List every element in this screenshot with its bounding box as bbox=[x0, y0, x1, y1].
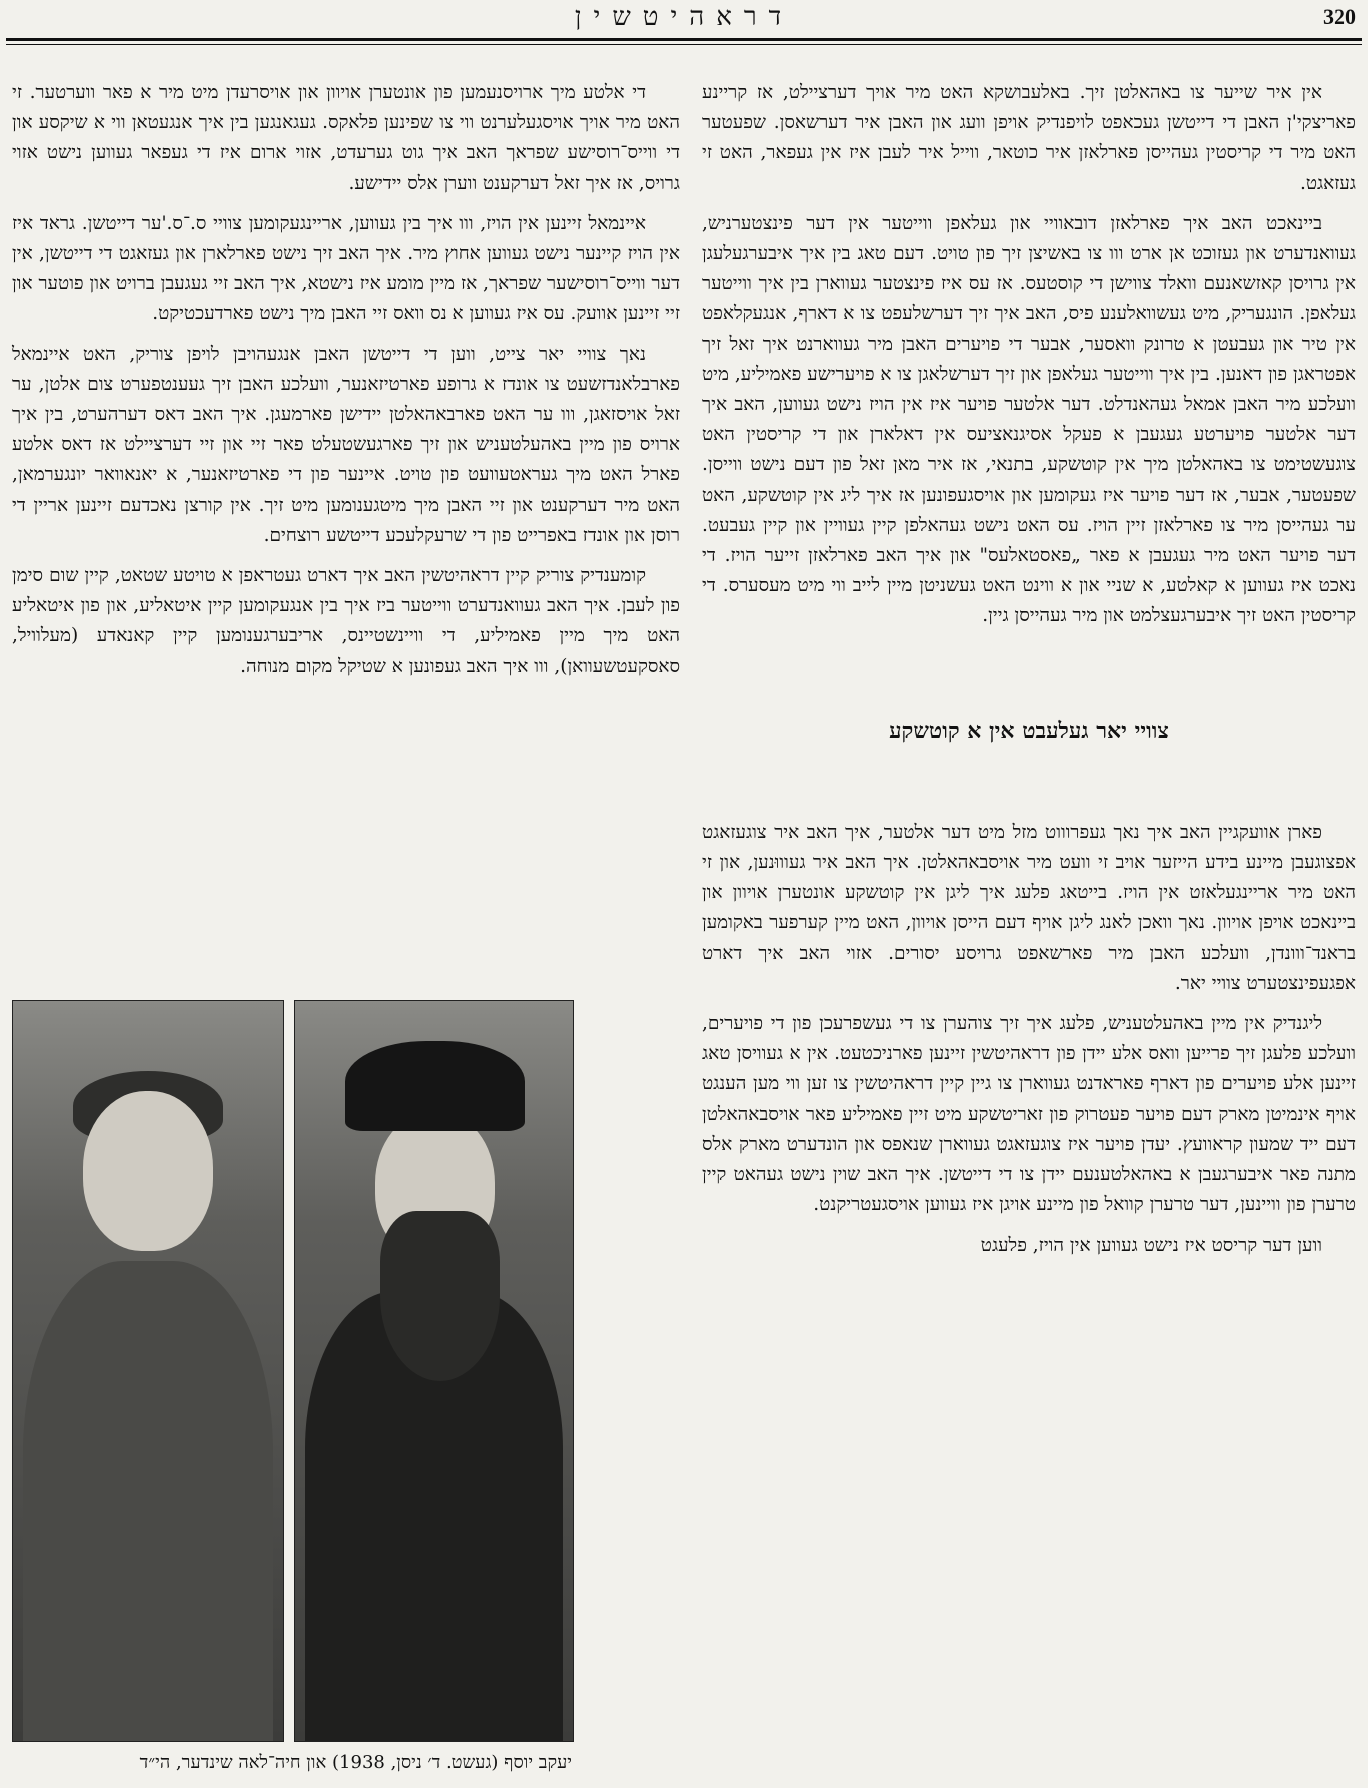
photo-figure-cap bbox=[345, 1041, 525, 1131]
header-rule-thick bbox=[6, 38, 1362, 41]
photo-woman bbox=[12, 1000, 284, 1742]
photo-figure-body bbox=[23, 1261, 273, 1741]
photo-figure-beard bbox=[380, 1211, 500, 1381]
header-rule-thin bbox=[6, 44, 1362, 45]
paragraph: ביינאכט האב איך פארלאזן דובאוויי און געלאפן ווייטער אין דער פינצטערניש, געוואנדערט און געזוכט אן ארט ווו צו באשיצן זיך פון טויט. דעם טאג בין איך איבערגעלעגן אין גרויסן קאזשאנעם וואלד צווישן די קוסטעס. אז עס איז פינצטער געווארן בין איך ווייטער געלאפן. הונגעריק, מיט געשוואלענע פיס, האב איך זיך דערשלעפט צו א דארף, אנגעקלאפט אין טיר און געבעטן א טרונק וואסער, אבער די פויערים האבן מיר געווארנט איך זאל זיך אפטראגן פון דאנען. בין איך ווייטער געלאפן און זיך דערשלאגן צו א פויערישע פאמיליע, מיט וועלכע מיר האבן אמאל געהאנדלט. דער אלטער פויער איז אין הויז נישט געווען, האב איך דער אלטער פויערטע געגעבן א פעקל אסיגנאציעס אין דאלארן און די קריסטין האט צוגעשטימט צו באהאלטן מיך אין קוטשקע, בתנאי, אז איר מאן זאל פון דעם נישט ווייסן. שפעטער, אבער, אז דער פויער איז געקומען און אויסגעפונען אז איך ליג אין קוטשקע, האט ער געהייסן מיר צו פארלאזן זיין הויז. עס האט נישט געהאלפן קיין געוויין און קיין געבעט. דער פויער האט מיר געגעבן א פאר „פאסטאלעס" און איך האב פארלאזן זייער הויז. די נאכט איז געווען א קאלטע, א שניי און א ווינט האט געשניטן מיין לייב ווי מיט מעסערס. די קריסטין האט זיך איבערגעצלמט און מיר געהייסן גיין. bbox=[702, 212, 1356, 627]
paragraph: ווען דער קריסט איז נישט געווען אין הויז, פלעגט bbox=[980, 1234, 1322, 1256]
photo-caption: יעקב יוסף (געשט. ד׳ ניסן, 1938) און חיה־לאה שינדער, הי״ד bbox=[139, 1752, 572, 1773]
right-column bbox=[702, 78, 1356, 1271]
photo-figure-face bbox=[83, 1091, 213, 1251]
paragraph: פארן אוועקגיין האב איך נאך געפרוווט מזל מיט דער אלטער, איך האב איר צוגעזאגט אפצוגעבן מיינע בידע הייזער אויב זי וועט מיר אויסבאהאלטן. איך האב איר געוווּנען, און זי האט מיר אריינגעלאזט אין הויז. בייטאג פלעג איך ליגן אין קוטשקע אונטערן אויוון און ביינאכט אויפן אויוון. נאך וואכן לאנג ליגן אויף דעם הייסן אויוון, האט מיין קערפער באקומען בראנד־ווונדן, וועלכע האבן מיר פארשאפט גרויסע יסורים. אזוי האב איך דארט אפגעפינצטערט צוויי יאר. bbox=[702, 821, 1356, 994]
paragraph: נאך צוויי יאר צייט, ווען די דייטשן האבן אנגעהויבן לויפן צוריק, האט איינמאל פארבלאנדזשעט צו אונדז א גרופע פארטיזאנער, וועלכע האבן זיך געענטפערט צום אלטן, ער זאל אויסזאגן, ווו ער האט פארבאהאלטן יידישן פארמעגן. איך האב דאס דערהערט, בין איך ארויס פון מיין באהעלטעניש און זיך פארגעשטעלט פאר זיי און זיי דערציילט אז דאס אלטע פארל האט מיך געראטעוועט פון טויט. איינער פון די פארטיזאנער, א יאנאוואר יונגערמאן, האט מיר דערקענט און זיי האבן מיך מיטגענומען מיט זיך. אין קורצן נאכדעם זיינען אריין די רוסן און אונדז באפרייט פון די שרעקלעכע דייטשע רוצחים. bbox=[12, 343, 680, 546]
paragraph: די אלטע מיך ארויסנעמען פון אונטערן אויוון און אויסרעדן מיט מיר א פאר ווערטער. זי האט מיר אויך אויסגעלערנט ווי צו שפינען פלאקס. געגאנגען בין איך אנגעטאן ווי א שיקסע און די ווייס־רוסישע שפראך האב איך גוט גערעדט, אזוי ארום איז די געפאר געווען נישט אזוי גרויס, אז איך זאל דערקענט ווערן אלס יידישע. bbox=[12, 82, 680, 194]
page-number: 320 bbox=[1323, 4, 1356, 29]
left-column bbox=[12, 78, 680, 692]
running-title: דראהיטשין bbox=[574, 2, 794, 32]
paragraph: אין איר שייער צו באהאלטן זיך. באלעבושקא האט מיר אויך דערציילט, אז קריינע פאריצקי'ן האבן די דייטשן געכאפט לויפנדיק אויפן וועג און האבן איר דערשאסן. שפעטער האט מיר די קריסטין געהייסן פארלאזן איר כוטאר, ווייל איר לעבן איז אין געפאר, האט זי געזאגט. bbox=[702, 82, 1356, 194]
paragraph: איינמאל זיינען אין הויז, ווו איך בין געווען, אריינגעקומען צוויי ס.־ס.'ער דייטשן. גראד איז אין הויז קיינער נישט געווען אחוץ מיר. איך האב זיך נישט פארלארן און געזאגט די דייטשן, אין דער ווייס־רוסישער שפראך, אז מיין מומע איז נישטא, איך האב זיי געגעבן ברויט און פוטער און זיי זיינען אוועק. עס איז געווען א נס וואס זיי האבן מיך נישט פארדעכטיקט. bbox=[12, 212, 680, 325]
photo-man bbox=[294, 1000, 574, 1742]
section-heading: צוויי יאר געלעבט אין א קוטשקע bbox=[889, 717, 1169, 744]
paragraph: קומענדיק צוריק קיין דראהיטשין האב איך דארט געטראפן א טויטע שטאט, קיין שום סימן פון לעבן. איך האב געוואנדערט ווייטער ביז איך בין אנגעקומען קיין איטאליע, און פון איטאליע האט מיך מיין פאמיליע, די וויינשטיינס, אריבערגענומען קיין קאנאדע (מעלוויל, סאסקעטשעוואן), ווו איך האב געפונען א שטיקל מקום מנוחה. bbox=[12, 565, 680, 677]
paragraph: ליגנדיק אין מיין באהעלטעניש, פלעג איך זיך צוהערן צו די געשפרעכן פון די פויערים, וועלכע פלעגן זיך פרייען וואס אלע יידן פון דראהיטשין זיינען פארניכטעט. אין א געוויסן טאג זיינען אלע פויערים פון דארף פאראדנט געווארן צו גיין קיין דראהיטשין צו זען ווי מען הענגט אויף אינמיטן מארק דעם פויער פעטרוק פון זאריטשקע מיט זיין פאמיליע פאר אויסבאהאלטן דעם ייד שמעון קראוועץ. יעדן פויער איז צוגעזאגט געווארן שנאפס און הונדערט מארק אלס מתנה פאר איבערגעבן א באהאלטענעם יידן צו די דייטשן. איך האב שוין נישט געהאט קיין טרערן פון וויינען, דער טרערן קוואל פון מיינע אויגן איז געווען אויסגעטריקנט. bbox=[702, 1013, 1356, 1216]
